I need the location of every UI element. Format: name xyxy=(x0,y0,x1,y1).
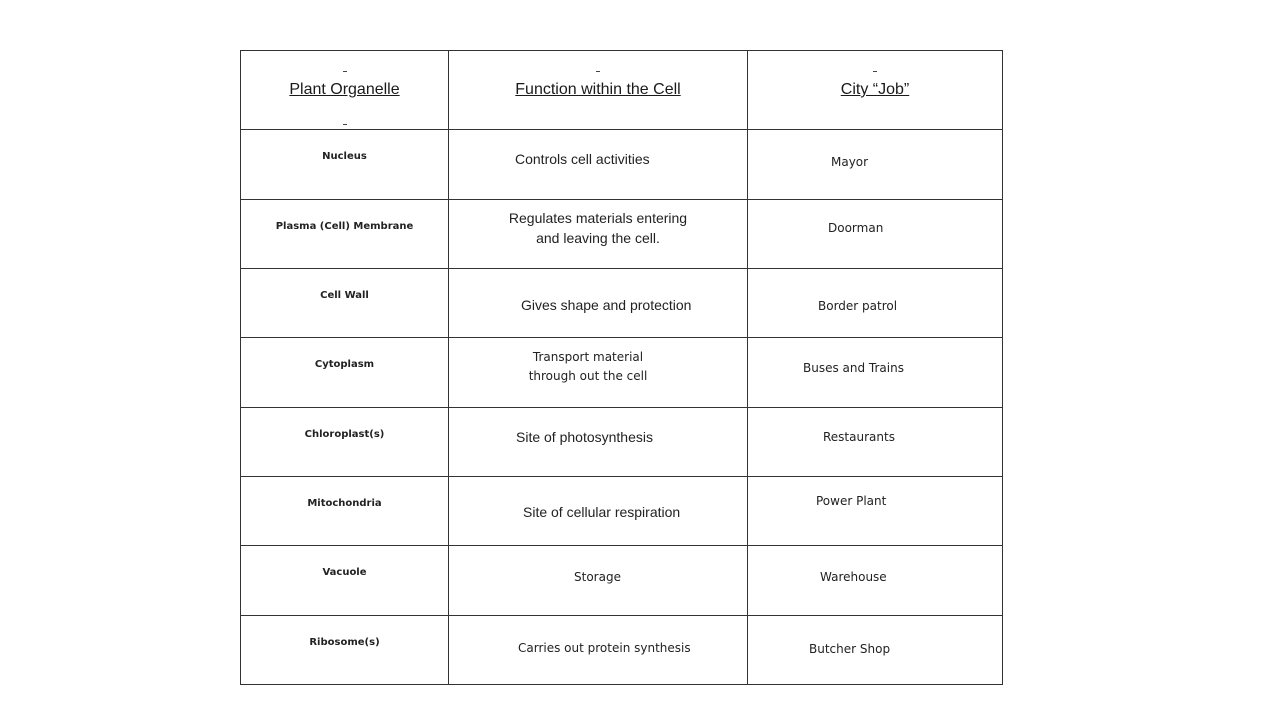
job-text: Buses and Trains xyxy=(803,361,904,376)
organelle-name: Cell Wall xyxy=(320,290,369,301)
job-text: Restaurants xyxy=(823,429,895,444)
job-text: Doorman xyxy=(828,220,884,235)
organelle-name: Mitochondria xyxy=(307,497,382,509)
header-marker xyxy=(343,124,347,125)
organelle-name: Nucleus xyxy=(322,151,367,163)
function-text-line1: Transport material xyxy=(532,350,644,365)
table-row xyxy=(241,269,1003,338)
function-cell xyxy=(449,407,748,476)
organelle-name: Chloroplast(s) xyxy=(304,428,385,440)
job-cell xyxy=(748,476,1003,545)
job-cell xyxy=(748,338,1003,407)
table-row xyxy=(241,407,1003,476)
header-organelle: Plant Organelle xyxy=(289,81,400,98)
header-cell-function xyxy=(449,51,748,130)
organelle-cell xyxy=(241,615,449,684)
function-text: Site of cellular respiration xyxy=(523,503,681,520)
header-cell-job xyxy=(748,51,1003,130)
table-row xyxy=(241,199,1003,268)
function-text-line2: through out the cell xyxy=(528,369,648,384)
job-text: Power Plant xyxy=(816,493,887,508)
organelle-name: Plasma (Cell) Membrane xyxy=(275,220,414,232)
function-text-line2: and leaving the cell. xyxy=(536,229,660,246)
header-cell-organelle xyxy=(241,51,449,130)
function-cell xyxy=(449,476,748,545)
job-text: Border patrol xyxy=(818,299,898,313)
organelle-cell xyxy=(241,407,449,476)
table-row xyxy=(241,615,1003,684)
header-marker xyxy=(596,71,600,72)
organelle-cell xyxy=(241,130,449,199)
function-text: Storage xyxy=(574,570,621,585)
organelle-cell xyxy=(241,546,449,615)
function-cell xyxy=(449,546,748,615)
job-text: Warehouse xyxy=(820,570,887,585)
job-cell xyxy=(748,407,1003,476)
organelle-name: Vacuole xyxy=(322,567,367,579)
job-cell xyxy=(748,130,1003,199)
job-cell xyxy=(748,269,1003,338)
header-marker xyxy=(343,71,347,72)
function-text: Gives shape and protection xyxy=(521,297,692,313)
organelle-name: Ribosome(s) xyxy=(309,636,380,648)
header-job: City “Job” xyxy=(840,81,910,98)
organelle-cell xyxy=(241,269,449,338)
job-text: Butcher Shop xyxy=(809,641,891,656)
header-marker xyxy=(873,71,877,72)
organelle-cell xyxy=(241,199,449,268)
job-cell xyxy=(748,546,1003,615)
function-text: Carries out protein synthesis xyxy=(518,640,691,655)
function-cell xyxy=(449,130,748,199)
function-text: Controls cell activities xyxy=(515,151,650,168)
function-text: Site of photosynthesis xyxy=(516,428,653,445)
table-row xyxy=(241,338,1003,407)
header-function: Function within the Cell xyxy=(515,81,681,98)
function-cell xyxy=(449,338,748,407)
header-row xyxy=(241,51,1003,130)
table-row xyxy=(241,546,1003,615)
function-cell xyxy=(449,199,748,268)
function-text-line1: Regulates materials entering xyxy=(508,209,688,226)
job-cell xyxy=(748,199,1003,268)
job-cell xyxy=(748,615,1003,684)
table-row xyxy=(241,130,1003,199)
table-row xyxy=(241,476,1003,545)
organelle-table xyxy=(240,50,1002,685)
function-cell xyxy=(449,269,748,338)
organelle-cell xyxy=(241,338,449,407)
organelle-city-table xyxy=(240,50,1003,685)
organelle-name: Cytoplasm xyxy=(314,359,375,371)
job-text: Mayor xyxy=(831,155,869,170)
function-cell xyxy=(449,615,748,684)
organelle-cell xyxy=(241,476,449,545)
